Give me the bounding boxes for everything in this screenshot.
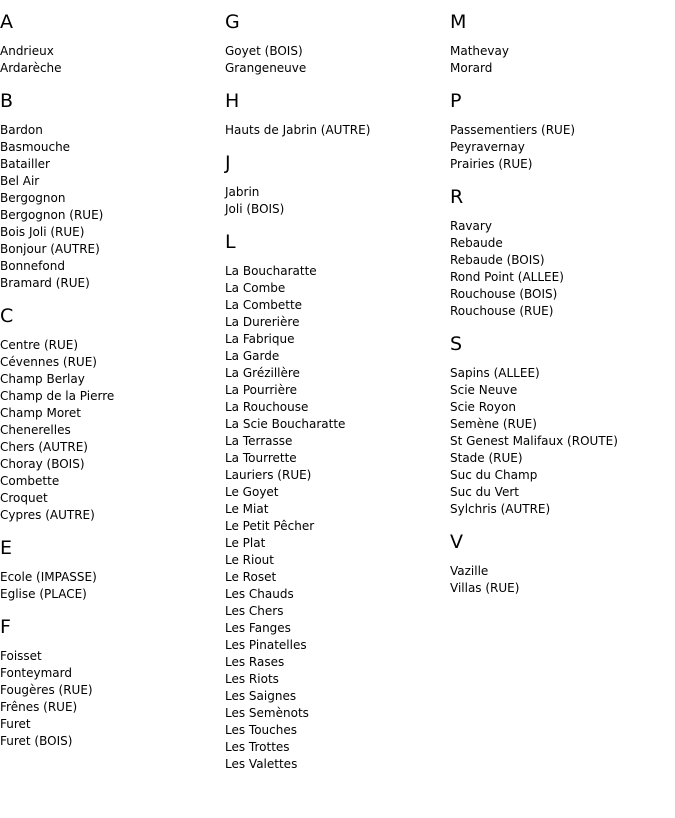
street-link[interactable]: Les Trottes — [225, 740, 290, 754]
street-link[interactable]: Champ Berlay — [0, 372, 85, 386]
letter-heading: A — [0, 11, 13, 33]
street-list — [225, 184, 450, 218]
street-link[interactable]: Ardarèche — [0, 61, 62, 75]
street-link[interactable]: Le Roset — [225, 570, 277, 584]
street-link[interactable]: Combette — [0, 474, 60, 488]
street-link[interactable]: Rouchouse (RUE) — [450, 304, 554, 318]
street-link[interactable]: Passementiers (RUE) — [450, 123, 576, 137]
street-link[interactable]: Fougères (RUE) — [0, 683, 93, 697]
street-link[interactable]: La Garde — [225, 349, 280, 363]
street-link[interactable]: Les Chauds — [225, 587, 294, 601]
letter-heading: P — [450, 90, 462, 112]
letter-group — [225, 230, 450, 773]
street-link[interactable]: Bramard (RUE) — [0, 276, 90, 290]
street-link[interactable]: Bardon — [0, 123, 43, 137]
letter-heading: F — [0, 616, 11, 638]
street-link[interactable]: La Pourrière — [225, 383, 298, 397]
street-link[interactable]: La Combette — [225, 298, 303, 312]
letter-group — [450, 332, 675, 518]
street-link[interactable]: Batailler — [0, 157, 50, 171]
street-link[interactable]: La Rouchouse — [225, 400, 309, 414]
letter-group — [450, 530, 675, 597]
street-link[interactable]: Sapins (ALLEE) — [450, 366, 540, 380]
street-list — [450, 365, 675, 518]
letter-group — [450, 10, 675, 77]
street-link[interactable]: Champ Moret — [0, 406, 81, 420]
street-link[interactable]: Basmouche — [0, 140, 71, 154]
letter-group — [0, 10, 225, 77]
street-link[interactable]: Les Chers — [225, 604, 284, 618]
street-link[interactable]: Foisset — [0, 649, 42, 663]
street-link[interactable]: Le Petit Pêcher — [225, 519, 315, 533]
street-link[interactable]: Cypres (AUTRE) — [0, 508, 95, 522]
street-link[interactable]: Croquet — [0, 491, 48, 505]
street-link[interactable]: Le Goyet — [225, 485, 279, 499]
street-link[interactable]: La Terrasse — [225, 434, 293, 448]
letter-heading: B — [0, 90, 14, 112]
letter-group — [225, 89, 450, 139]
street-link[interactable]: La Combe — [225, 281, 286, 295]
street-link[interactable]: Bel Air — [0, 174, 40, 188]
letter-heading: J — [225, 152, 231, 174]
letter-group — [0, 304, 225, 524]
street-link[interactable]: Rond Point (ALLEE) — [450, 270, 564, 284]
letter-group — [225, 151, 450, 218]
street-link[interactable]: Bonnefond — [0, 259, 65, 273]
letter-heading: G — [225, 11, 240, 33]
street-link[interactable]: La Scie Boucharatte — [225, 417, 346, 431]
street-link[interactable]: Les Semènots — [225, 706, 309, 720]
street-link[interactable]: Frênes (RUE) — [0, 700, 78, 714]
street-link[interactable]: Les Pinatelles — [225, 638, 307, 652]
street-link[interactable]: Rebaude (BOIS) — [450, 253, 545, 267]
street-link[interactable]: St Genest Malifaux (ROUTE) — [450, 434, 618, 448]
street-link[interactable]: La Tourrette — [225, 451, 297, 465]
letter-heading: C — [0, 305, 14, 327]
street-link[interactable]: Sylchris (AUTRE) — [450, 502, 551, 516]
street-link[interactable]: Suc du Champ — [450, 468, 538, 482]
street-link[interactable]: Bois Joli (RUE) — [0, 225, 85, 239]
street-link[interactable]: La Durerière — [225, 315, 300, 329]
street-link[interactable]: Goyet (BOIS) — [225, 44, 303, 58]
street-list — [0, 648, 225, 750]
street-link[interactable]: La Grézillère — [225, 366, 300, 380]
letter-heading: R — [450, 186, 464, 208]
street-link[interactable]: Le Miat — [225, 502, 269, 516]
letter-group — [450, 89, 675, 173]
letter-heading: E — [0, 537, 13, 559]
index-column — [0, 0, 225, 762]
street-link[interactable]: Les Saignes — [225, 689, 297, 703]
street-link[interactable]: Scie Royon — [450, 400, 516, 414]
street-link[interactable]: Chenerelles — [0, 423, 71, 437]
street-link[interactable]: Les Rases — [225, 655, 285, 669]
street-link[interactable]: Andrieux — [0, 44, 54, 58]
street-list — [450, 563, 675, 597]
street-link[interactable]: Scie Neuve — [450, 383, 518, 397]
street-link[interactable]: Fonteymard — [0, 666, 72, 680]
letter-group — [225, 10, 450, 77]
street-link[interactable]: La Boucharatte — [225, 264, 317, 278]
index-column — [225, 0, 450, 785]
letter-group — [0, 615, 225, 750]
street-link[interactable]: Hauts de Jabrin (AUTRE) — [225, 123, 371, 137]
street-link[interactable]: Les Fanges — [225, 621, 291, 635]
street-link[interactable]: Choray (BOIS) — [0, 457, 85, 471]
street-list — [225, 263, 450, 773]
street-link[interactable]: Peyravernay — [450, 140, 525, 154]
letter-heading: H — [225, 90, 240, 112]
street-link[interactable]: Les Riots — [225, 672, 279, 686]
street-link[interactable]: Furet — [0, 717, 31, 731]
street-link[interactable]: Chers (AUTRE) — [0, 440, 88, 454]
street-link[interactable]: Vazille — [450, 564, 489, 578]
street-link[interactable]: Les Touches — [225, 723, 297, 737]
street-link[interactable]: Bonjour (AUTRE) — [0, 242, 100, 256]
street-list — [0, 43, 225, 77]
street-link[interactable]: Rebaude — [450, 236, 503, 250]
street-list — [450, 122, 675, 173]
street-link[interactable]: Le Plat — [225, 536, 266, 550]
street-link[interactable]: Prairies (RUE) — [450, 157, 533, 171]
street-link[interactable]: Eglise (PLACE) — [0, 587, 87, 601]
letter-heading: S — [450, 333, 463, 355]
street-list — [450, 218, 675, 320]
street-list — [225, 122, 450, 139]
street-link[interactable]: Jabrin — [225, 185, 260, 199]
street-link[interactable]: Bergognon — [0, 191, 66, 205]
street-link[interactable]: Lauriers (RUE) — [225, 468, 312, 482]
street-link[interactable]: Joli (BOIS) — [225, 202, 285, 216]
letter-heading: L — [225, 231, 236, 253]
street-link[interactable]: Stade (RUE) — [450, 451, 523, 465]
street-link[interactable]: Le Riout — [225, 553, 274, 567]
street-link[interactable]: La Fabrique — [225, 332, 295, 346]
street-link[interactable]: Centre (RUE) — [0, 338, 79, 352]
street-link[interactable]: Mathevay — [450, 44, 509, 58]
street-list — [450, 43, 675, 77]
street-link[interactable]: Cévennes (RUE) — [0, 355, 97, 369]
street-link[interactable]: Ecole (IMPASSE) — [0, 570, 97, 584]
letter-group — [450, 185, 675, 320]
letter-group — [0, 536, 225, 603]
street-link[interactable]: Furet (BOIS) — [0, 734, 73, 748]
letter-heading: M — [450, 11, 467, 33]
street-link[interactable]: Suc du Vert — [450, 485, 519, 499]
letter-group — [0, 89, 225, 292]
street-link[interactable]: Semène (RUE) — [450, 417, 537, 431]
letter-heading: V — [450, 531, 463, 553]
street-list — [0, 122, 225, 292]
street-link[interactable]: Les Valettes — [225, 757, 298, 771]
street-link[interactable]: Bergognon (RUE) — [0, 208, 104, 222]
street-link[interactable]: Grangeneuve — [225, 61, 307, 75]
index-column — [450, 0, 675, 609]
street-link[interactable]: Champ de la Pierre — [0, 389, 115, 403]
street-link[interactable]: Rouchouse (BOIS) — [450, 287, 558, 301]
street-list — [0, 569, 225, 603]
street-link[interactable]: Ravary — [450, 219, 492, 233]
street-link[interactable]: Morard — [450, 61, 493, 75]
street-list — [0, 337, 225, 524]
street-list — [225, 43, 450, 77]
street-link[interactable]: Villas (RUE) — [450, 581, 520, 595]
